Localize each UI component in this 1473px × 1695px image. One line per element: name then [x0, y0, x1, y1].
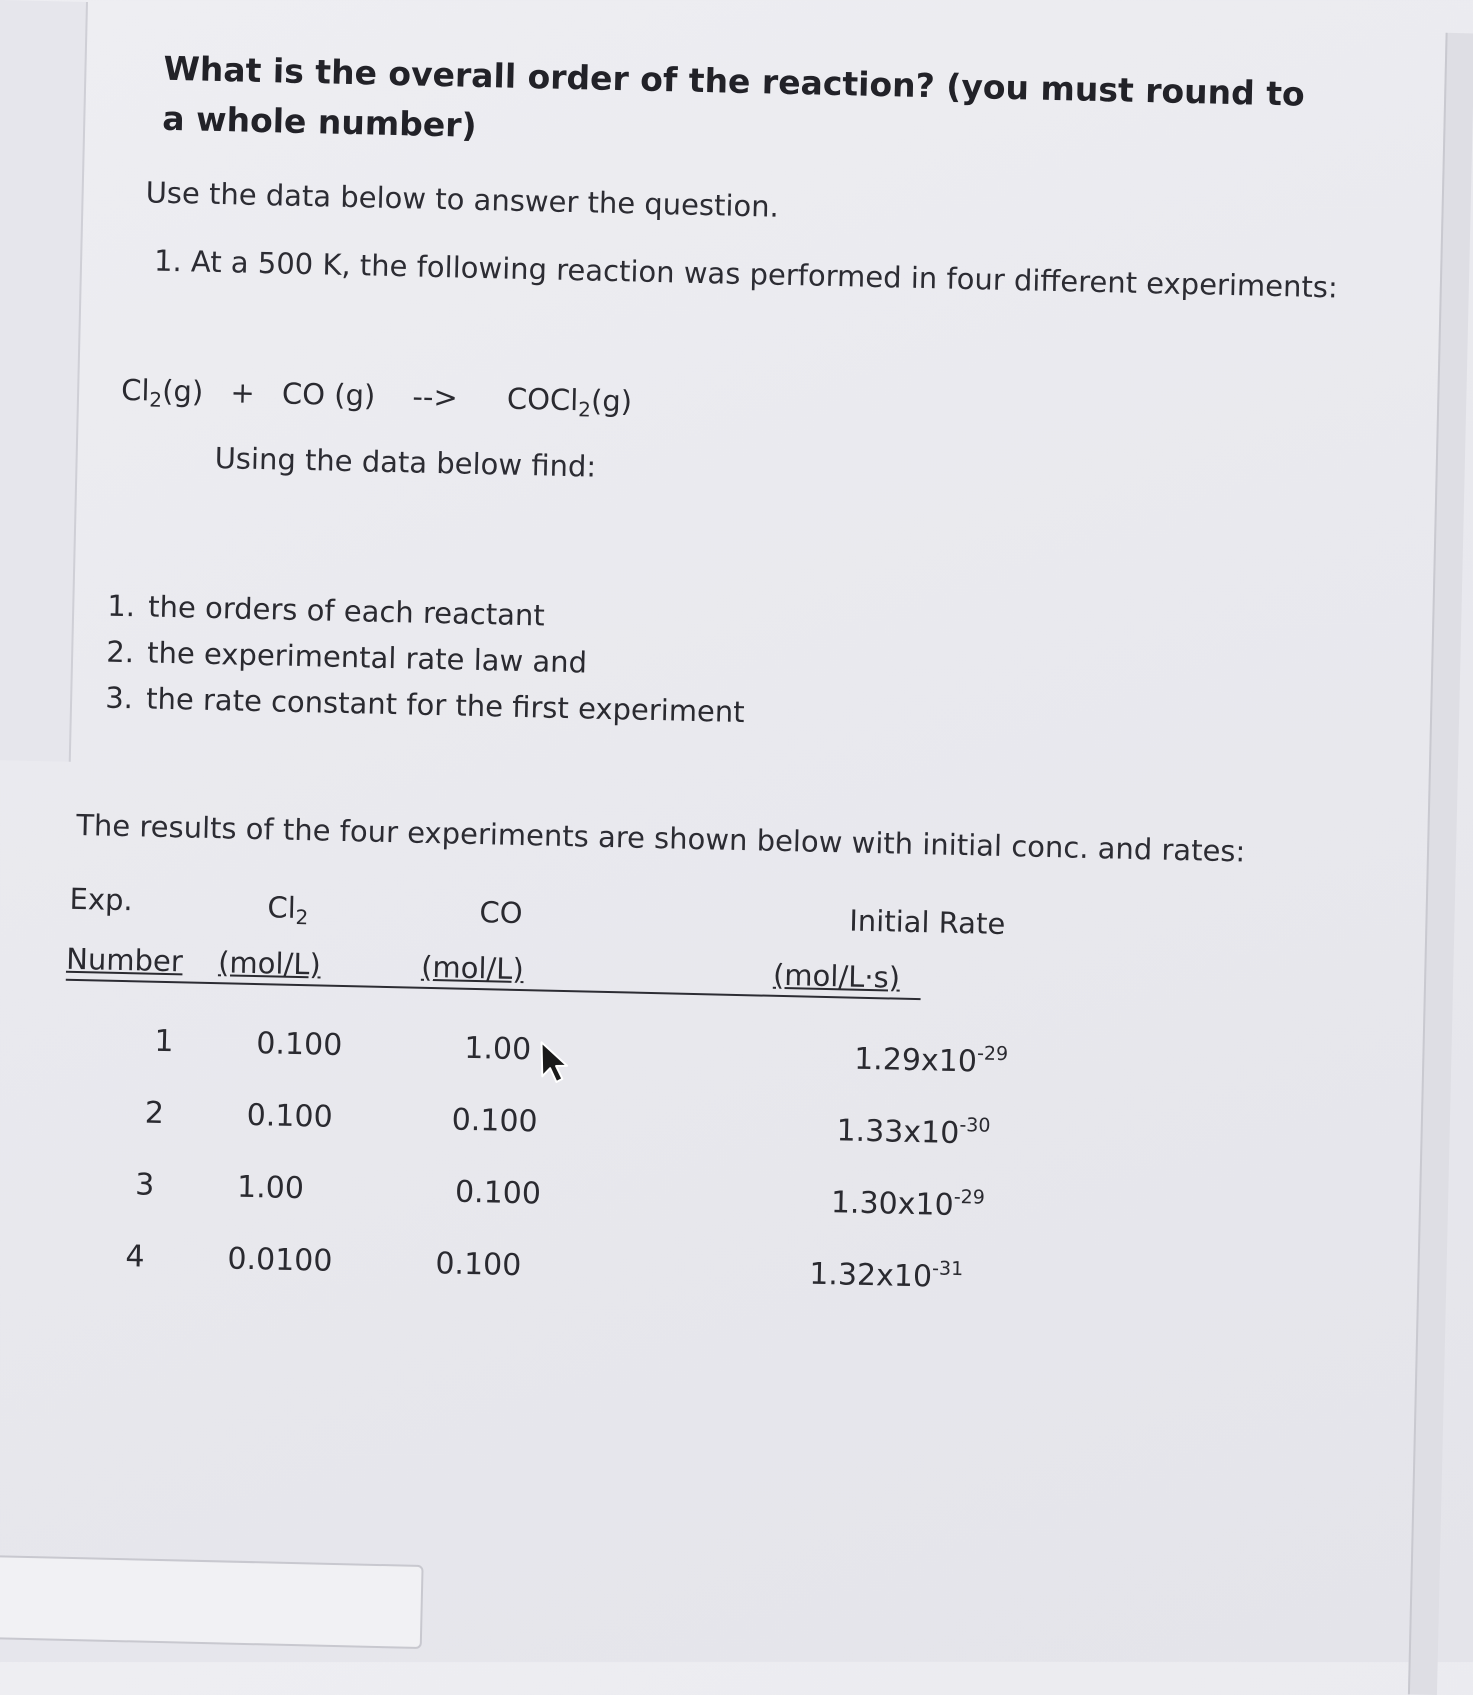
table-row-1-exp: 1	[154, 1023, 174, 1060]
table-row-2-co: 0.100	[451, 1102, 538, 1140]
table-row-4-cl2: 0.0100	[227, 1241, 333, 1279]
reactant-cl2: $Cl_2(g)$	[120, 372, 204, 412]
table-row-2-exp: 2	[144, 1095, 165, 1131]
using-data-text: Using the data below find:	[214, 440, 597, 484]
mouse-pointer-icon	[539, 1040, 572, 1087]
table-row-4-rate: $1.32x10^{-31}$	[808, 1256, 964, 1295]
product-cocl2: COCl$_2$(g)	[506, 381, 633, 422]
unit-cl2: (mol/L)	[217, 945, 322, 982]
unit-co: (mol/L)	[420, 949, 525, 987]
reactant-co: CO (g)	[281, 376, 376, 413]
header-initial-rate: Initial Rate	[848, 903, 1006, 942]
unit-rate: (mol/L·s)	[772, 957, 901, 995]
problem-intro: 1. At a 500 K, the following reaction was performed in four different experiments:	[153, 243, 1339, 305]
table-row-1-co: 1.00	[463, 1030, 532, 1068]
header-cl2: $Cl_2$	[267, 890, 309, 930]
table-row-1-cl2: 0.100	[255, 1026, 343, 1064]
table-row-3-rate: $1.30x10^{-29}$	[830, 1185, 986, 1223]
results-intro: The results of the four experiments are shown below with initial conc. and rates:	[75, 807, 1246, 869]
list-item: 2. the experimental rate law and	[143, 629, 746, 689]
header-exp: Exp.	[69, 881, 134, 918]
table-row-4-co: 0.100	[435, 1246, 522, 1284]
reaction-equation	[121, 373, 633, 423]
header-co: CO	[479, 895, 523, 931]
list-item: 3. the rate constant for the first experiment	[142, 675, 745, 735]
task-list	[102, 583, 748, 736]
list-item: 1. the orders of each reactant	[144, 583, 747, 643]
table-row-1-rate: $1.29x10^{-29}$	[853, 1041, 1009, 1080]
unit-number: Number	[65, 941, 184, 979]
table-row-2-cl2: 0.100	[246, 1097, 334, 1135]
table-row-2-rate: $1.33x10^{-30}$	[836, 1113, 991, 1152]
table-row-3-cl2: 1.00	[236, 1169, 305, 1207]
table-row-4-exp: 4	[125, 1239, 146, 1275]
left-panel-edge	[0, 0, 88, 762]
table-row-3-exp: 3	[134, 1167, 155, 1203]
question-title: What is the overall order of the reaction? (you must round to a whole number)	[161, 48, 1306, 145]
plus-sign: +	[230, 375, 256, 410]
table-row-3-co: 0.100	[454, 1174, 542, 1212]
instruction-text: Use the data below to answer the question.	[145, 175, 780, 224]
scrollbar[interactable]	[1408, 33, 1473, 1695]
reaction-arrow: -->	[412, 379, 459, 415]
answer-input[interactable]	[0, 1554, 424, 1649]
